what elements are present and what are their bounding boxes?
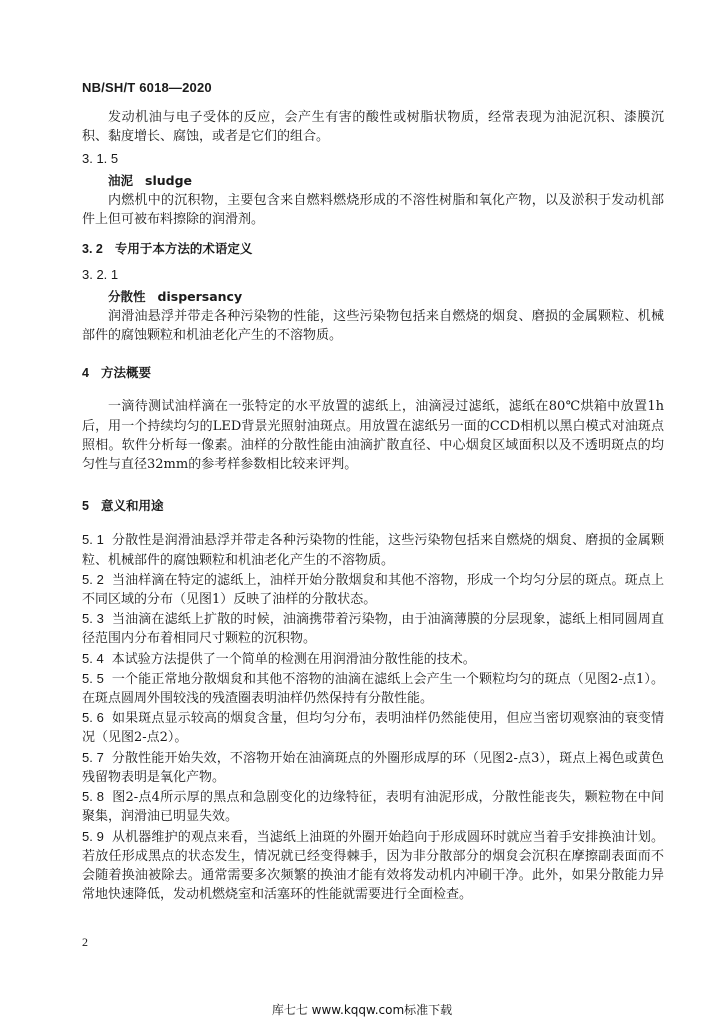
clause-5-9	[82, 827, 664, 905]
definition-sludge: 内燃机中的沉积物，主要包含来自燃料燃烧形成的不溶性树脂和氧化产物，以及淤积于发动机部件上但可被布料擦除的润滑剂。	[82, 192, 664, 228]
section-4-number: 4	[82, 366, 89, 381]
clause-3-2-heading	[82, 239, 664, 259]
clause-text: 从机器维护的观点来看，当滤纸上油斑的外圈开始趋向于形成圆环时就应当着手安排换油计划。若放任形成黑点的状态发生，情况就已经变得棘手，因为非分散部分的烟炱会沉积在摩擦副表面而不会随着换油被除去。通常需要多次频繁的换油才能有效将发动机内冲刷干净。此外，如果分散能力异常地快速降低，发动机燃烧室和活塞环的性能就需要进行全面检查。	[82, 829, 664, 903]
section-4-title: 方法概要	[100, 365, 151, 381]
clause-number: 5. 1	[82, 532, 104, 548]
clause-5-1	[82, 530, 664, 569]
clause-text: 分散性是润滑油悬浮并带走各种污染物的性能，这些污染物包括来自燃烧的烟炱、磨损的金属颗粒、机械部件的腐蚀颗粒和机油老化产生的不溶物质。	[82, 533, 664, 568]
term-sludge-en: sludge	[145, 172, 193, 188]
clause-text: 图2-点4所示厚的黑点和急剧变化的边缘特征，表明有油泥形成，分散性能丧失，颗粒物在中间聚集，润滑油已明显失效。	[82, 790, 664, 825]
term-sludge	[82, 171, 664, 190]
clause-text: 当油滴在滤纸上扩散的时候，油滴携带着污染物，由于油滴薄膜的分层现象，滤纸上相同圆周直径范围内分布着相同尺寸颗粒的沉积物。	[82, 612, 664, 647]
section-5-title: 意义和用途	[100, 498, 164, 514]
clause-3-2-number: 3. 2	[82, 242, 103, 257]
term-dispersancy-cn: 分散性	[108, 288, 146, 304]
clause-number: 5. 6	[82, 710, 104, 726]
clause-number: 5. 9	[82, 828, 104, 844]
term-dispersancy	[82, 287, 664, 306]
clause-number: 5. 8	[82, 789, 104, 805]
definition-dispersancy: 润滑油悬浮并带走各种污染物的性能，这些污染物包括来自燃烧的烟炱、磨损的金属颗粒、机械部件的腐蚀颗粒和机油老化产生的不溶物质。	[82, 308, 664, 344]
clause-text: 如果斑点显示较高的烟炱含量，但均匀分布，表明油样仍然能使用，但应当密切观察油的衰变情况（见图2-点2）。	[82, 711, 664, 746]
section-4-heading	[82, 363, 664, 383]
term-sludge-cn: 油泥	[108, 172, 134, 188]
clause-number: 5. 5	[82, 670, 104, 686]
section-5-number: 5	[82, 499, 89, 514]
section-5-items	[82, 530, 664, 904]
intro-paragraph: 发动机油与电子受体的反应，会产生有害的酸性或树脂状物质，经常表现为油泥沉积、漆膜沉积、黏度增长、腐蚀，或者是它们的组合。	[82, 110, 664, 145]
clause-5-8	[82, 787, 664, 826]
page-number: 2	[82, 935, 88, 949]
clause-5-6	[82, 708, 664, 747]
clause-number: 5. 3	[82, 611, 104, 627]
footer-watermark: 库七七 www.kqqw.com标准下载	[271, 1003, 453, 1017]
clause-text: 一个能正常地分散烟炱和其他不溶物的油滴在滤纸上会产生一个颗粒均匀的斑点（见图2-点1）。在斑点圆周外围较浅的残渣圈表明油样仍然保持有分散性能。	[82, 671, 664, 707]
standard-code-header: NB/SH/T 6018—2020	[82, 80, 212, 95]
clause-5-7	[82, 748, 664, 787]
clause-5-2	[82, 570, 664, 609]
clause-3-1-5-number: 3. 1. 5	[82, 151, 119, 167]
clause-5-3	[82, 609, 664, 648]
clause-text: 当油样滴在特定的滤纸上，油样开始分散烟炱和其他不溶物，形成一个均匀分层的斑点。斑点上不同区域的分布（见图1）反映了油样的分散状态。	[82, 572, 664, 608]
section-5-heading	[82, 496, 664, 516]
clause-text: 分散性能开始失效，不溶物开始在油滴斑点的外圈形成厚的环（见图2-点3），斑点上褐色或黄色残留物表明是氧化产物。	[82, 750, 664, 785]
clause-3-2-title: 专用于本方法的术语定义	[114, 241, 253, 257]
clause-text: 本试验方法提供了一个简单的检测在用润滑油分散性能的技术。	[111, 651, 476, 667]
main-content	[82, 108, 664, 904]
section-4-body: 一滴待测试油样滴在一张特定的水平放置的滤纸上，油滴浸过滤纸，滤纸在80℃烘箱中放置1h后，用一个持续均匀的LED背景光照射油斑点。用放置在滤纸另一面的CCD相机以黑白模式对油斑点照相。软件分析每一像素。油样的分散性能由油滴扩散直径、中心烟炱区域面积以及不透明斑点的均匀性与直径32mm的参考样参数相比较来评判。	[82, 399, 664, 473]
clause-5-4	[82, 649, 664, 669]
clause-number: 5. 7	[82, 749, 104, 765]
term-dispersancy-en: dispersancy	[157, 288, 243, 304]
clause-number: 5. 4	[82, 650, 104, 666]
clause-3-2-1-number: 3. 2. 1	[82, 267, 119, 283]
clause-number: 5. 2	[82, 571, 104, 587]
clause-5-5	[82, 669, 664, 708]
